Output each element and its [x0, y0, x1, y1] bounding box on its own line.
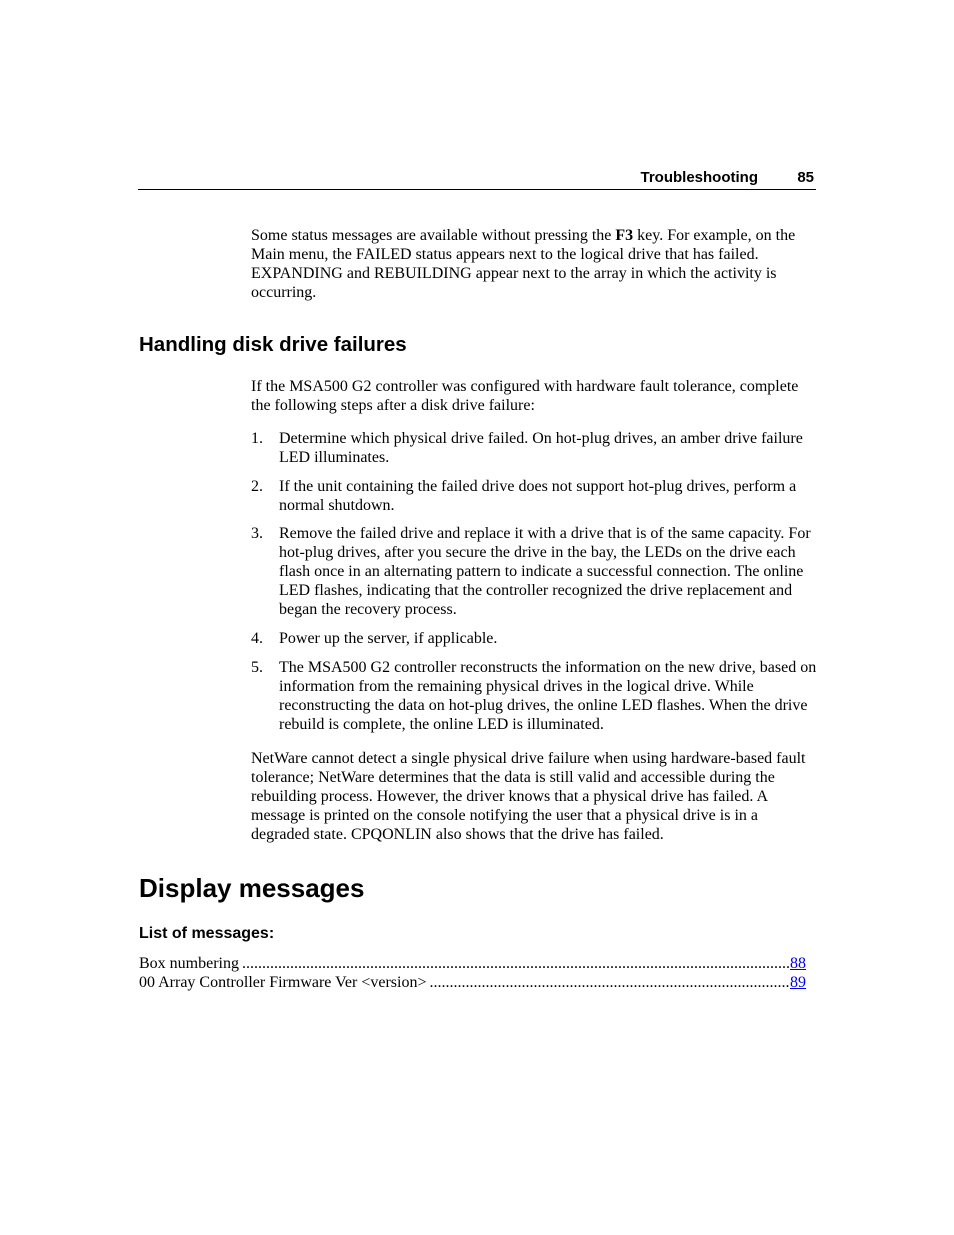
- step-text: Remove the failed drive and replace it with a drive that is of the same capacity. For hot-plug drives, after you secure the drive in the bay, the LEDs on the drive each flash once in an alternating pattern to indicate a successful connection. The online LED flashes, indicating that the controller recognized the drive replacement and began the recovery process.: [279, 525, 811, 618]
- step-text: If the unit containing the failed drive does not support hot-plug drives, perform a normal shutdown.: [279, 478, 797, 514]
- toc-leader-dots: [429, 973, 790, 992]
- step-text: Power up the server, if applicable.: [279, 630, 498, 647]
- f3-key: F3: [615, 227, 634, 244]
- handling-heading: Handling disk drive failures: [139, 333, 407, 356]
- step-number: 4.: [251, 630, 263, 647]
- step-text: The MSA500 G2 controller reconstructs the information on the new drive, based on information from the remaining physical drives in the logical drive. While reconstructing the data on hot-plug drives, the online LED flashes. When the drive rebuild is complete, the online LED is illuminated.: [279, 659, 817, 733]
- step-number: 3.: [251, 525, 263, 542]
- display-messages-heading: Display messages: [139, 873, 365, 903]
- toc-page-link[interactable]: 89: [790, 974, 806, 991]
- step-number: 5.: [251, 659, 263, 676]
- toc-page-link[interactable]: 88: [790, 955, 806, 972]
- netware-paragraph: NetWare cannot detect a single physical drive failure when using hardware-based fault tolerance; NetWare determines that the data is still valid and accessible during the rebuilding process. However, the driver knows that a physical drive has failed. A message is printed on the console notifying the user that a physical drive is in a degraded state. CPQONLIN also shows that the drive has failed.: [251, 750, 806, 843]
- toc-entry-title: Box numbering: [139, 955, 239, 972]
- running-header-section: Troubleshooting: [640, 169, 758, 186]
- step-text: Determine which physical drive failed. On hot-plug drives, an amber drive failure LED illuminates.: [279, 430, 803, 466]
- toc-leader-dots: [242, 954, 790, 973]
- page-number: 85: [797, 169, 814, 186]
- toc-entry-box-numbering[interactable]: [139, 954, 806, 973]
- intro-paragraph: Some status messages are available without pressing the F3 key. For example, on the Main menu, the FAILED status appears next to the logical drive that has failed. EXPANDING and REBUILDING appear next to the array in which the activity is occurring.: [251, 227, 796, 301]
- page-header: [138, 168, 816, 190]
- toc-entry-title: 00 Array Controller Firmware Ver <version>: [139, 974, 427, 991]
- step-number: 2.: [251, 478, 263, 495]
- toc-entry-firmware-version[interactable]: [139, 973, 806, 992]
- step-number: 1.: [251, 430, 263, 447]
- list-of-messages-heading: List of messages:: [139, 925, 275, 942]
- handling-lead: If the MSA500 G2 controller was configured with hardware fault tolerance, complete the following steps after a disk drive failure:: [251, 378, 799, 414]
